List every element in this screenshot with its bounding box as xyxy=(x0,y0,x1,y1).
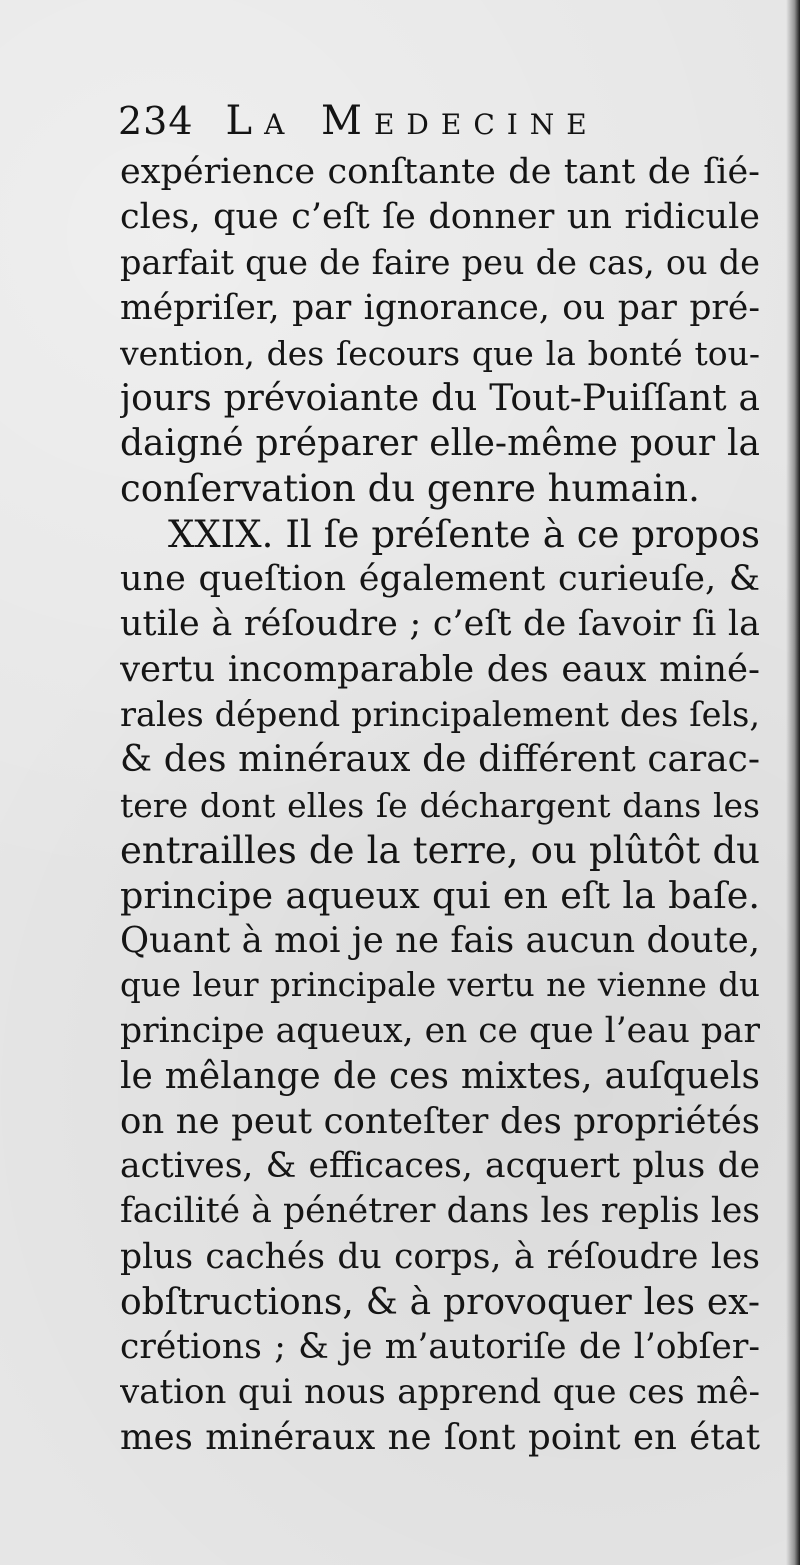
text-line: daigné préparer elle-même pour la xyxy=(120,423,760,465)
text-line: une queſtion également curieuſe, & xyxy=(120,558,760,599)
text-line: vation qui nous apprend que ces mê- xyxy=(120,1372,760,1413)
text-line: que leur principale vertu ne vienne du xyxy=(120,966,760,1005)
running-title: La Medecine xyxy=(225,98,599,144)
text-line: actives, & efficaces, acquert plus de xyxy=(120,1146,760,1187)
text-line: mépriſer, par ignorance, ou par pré- xyxy=(120,287,760,328)
text-line: plus cachés du corps, à réſoudre les xyxy=(120,1236,760,1277)
text-line: expérience conſtante de tant de ſié- xyxy=(120,152,760,192)
running-head xyxy=(118,98,599,148)
text-line: on ne peut conteſter des propriétés xyxy=(120,1100,760,1142)
text-line: jours prévoiante du Tout-Puiſſant a xyxy=(120,377,760,419)
text-line: principe aqueux, en ce que l’eau par xyxy=(120,1010,760,1051)
text-line: crétions ; & je m’autoriſe de l’obſer- xyxy=(120,1326,760,1367)
text-line: obſtructions, & à provoquer les ex- xyxy=(120,1281,760,1323)
page-edge-shadow xyxy=(786,0,800,1565)
text-line: parfait que de faire peu de cas, ou de xyxy=(120,243,760,283)
text-line: entrailles de la terre, ou plûtôt du xyxy=(120,828,760,872)
page-number: 234 xyxy=(118,99,194,143)
text-line: facilité à pénétrer dans les replis les xyxy=(120,1191,760,1232)
text-line: utile à réſoudre ; c’eſt de ſavoir ſi la xyxy=(120,603,760,644)
text-line: le mêlange de ces mixtes, auſquels xyxy=(120,1055,760,1097)
text-line: rales dépend principalement des ſels, xyxy=(120,695,760,735)
text-line: principe aqueux qui en eſt la baſe. xyxy=(120,874,760,917)
text-line: Quant à moi je ne fais aucun doute, xyxy=(120,920,760,962)
text-line: conſervation du genre humain. xyxy=(120,467,700,511)
text-line: & des minéraux de différent carac- xyxy=(120,739,760,781)
text-line: cles, que c’eſt ſe donner un ridicule xyxy=(120,197,760,238)
paragraph-start-line: XXIX. Il ſe préſente à ce propos xyxy=(168,512,760,556)
text-line: vention, des ſecours que la bonté tou- xyxy=(120,333,760,373)
text-line: vertu incomparable des eaux miné- xyxy=(120,649,760,691)
text-line: mes minéraux ne ſont point en état xyxy=(120,1417,760,1459)
text-line: tere dont elles ſe déchargent dans les xyxy=(120,785,760,825)
body-text xyxy=(120,150,760,1460)
